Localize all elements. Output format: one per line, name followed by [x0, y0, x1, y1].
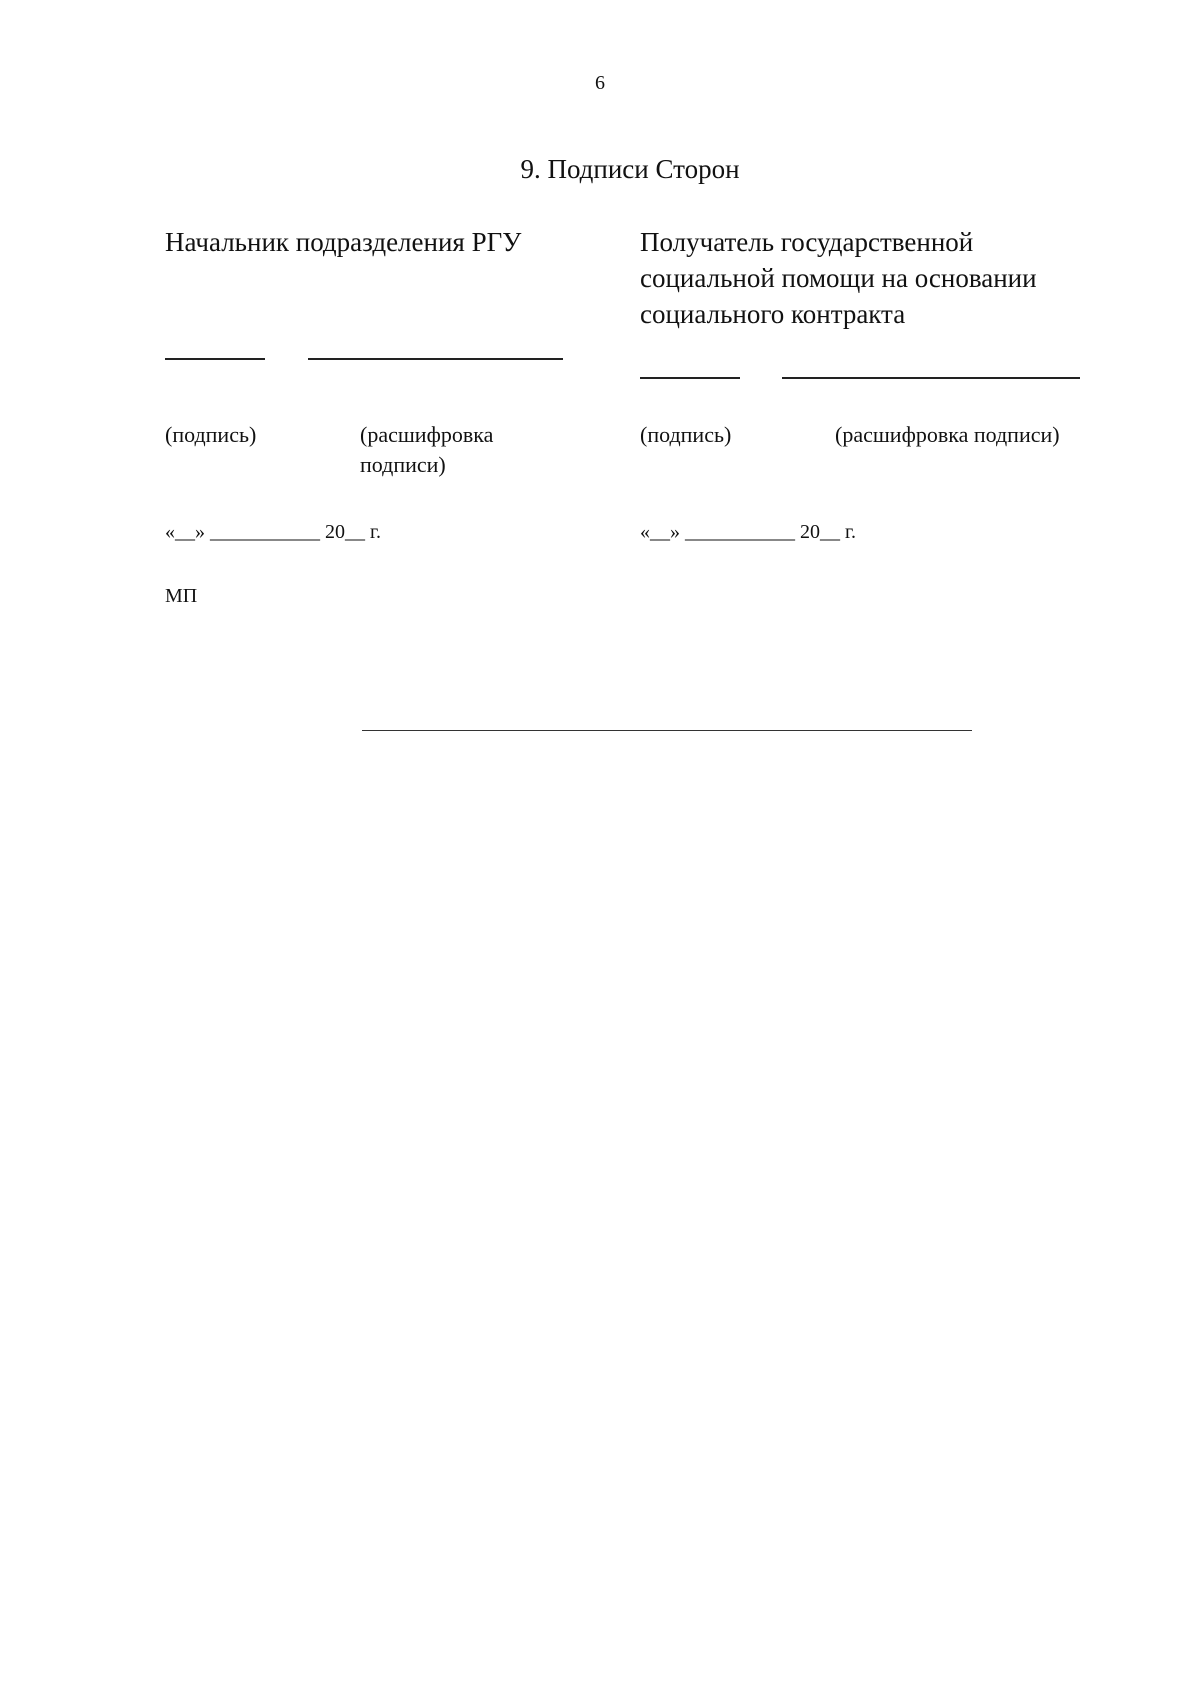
left-signature-caption: (подпись)	[165, 422, 257, 447]
left-party-title: Начальник подразделения РГУ	[165, 227, 522, 257]
section-title: 9. Подписи Сторон	[520, 154, 740, 184]
left-transcript-caption: (расшифровка подписи)	[360, 422, 494, 477]
left-signature-line	[165, 358, 265, 360]
document-end-rule	[362, 730, 972, 731]
right-signature-caption: (подпись)	[640, 422, 732, 447]
right-date-line: «__» ___________ 20__ г.	[640, 521, 856, 543]
right-transcript-caption: (расшифровка подписи)	[835, 422, 1060, 447]
page-number: 6	[595, 72, 605, 94]
right-transcript-line	[782, 377, 1080, 379]
left-date-line: «__» ___________ 20__ г.	[165, 521, 381, 543]
stamp-placeholder: МП	[165, 585, 198, 607]
right-signature-line	[640, 377, 740, 379]
left-transcript-line	[308, 358, 563, 360]
right-party-title: Получатель государственной социальной помощи на основании социального контракта	[640, 227, 1037, 329]
